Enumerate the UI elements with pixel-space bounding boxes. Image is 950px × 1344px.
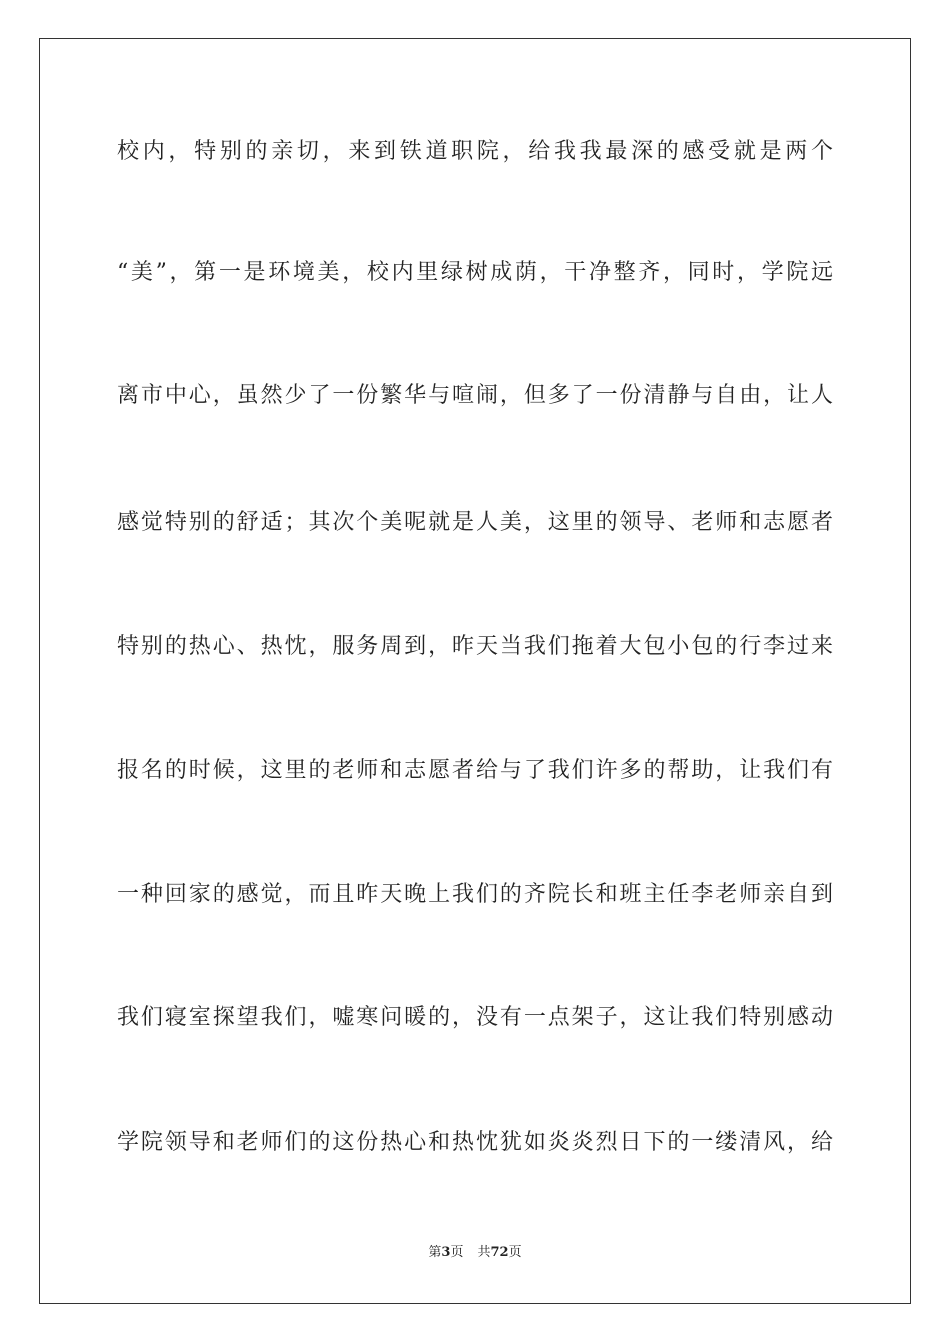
footer-page-prefix: 第 [428, 1245, 442, 1260]
footer-total-prefix: 共 [477, 1245, 491, 1260]
page-border [39, 38, 911, 1304]
text-line-9: 学院领导和老师们的这份热心和热忱犹如炎炎烈日下的一缕清风，给 [117, 1130, 833, 1155]
footer-page-suffix: 页 [450, 1245, 464, 1260]
text-line-5: 特别的热心、热忱，服务周到，昨天当我们拖着大包小包的行李过来 [117, 634, 833, 659]
text-line-3: 离市中心，虽然少了一份繁华与喧闹，但多了一份清静与自由，让人 [117, 383, 833, 408]
text-line-6: 报名的时候，这里的老师和志愿者给与了我们许多的帮助，让我们有 [117, 758, 833, 783]
text-line-1: 校内，特别的亲切，来到铁道职院，给我我最深的感受就是两个 [117, 139, 833, 164]
footer-total-suffix: 页 [508, 1245, 522, 1260]
footer-total-pages: 72 [490, 1245, 509, 1260]
text-line-7: 一种回家的感觉，而且昨天晚上我们的齐院长和班主任李老师亲自到 [117, 882, 833, 907]
page-footer [0, 1244, 950, 1262]
text-line-4: 感觉特别的舒适；其次个美呢就是人美，这里的领导、老师和志愿者 [117, 510, 833, 535]
text-line-8: 我们寝室探望我们，嘘寒问暖的，没有一点架子，这让我们特别感动 [117, 1005, 833, 1030]
footer-page-number: 3 [441, 1245, 451, 1260]
text-line-2: “美”，第一是环境美，校内里绿树成荫，干净整齐，同时，学院远 [117, 260, 833, 285]
